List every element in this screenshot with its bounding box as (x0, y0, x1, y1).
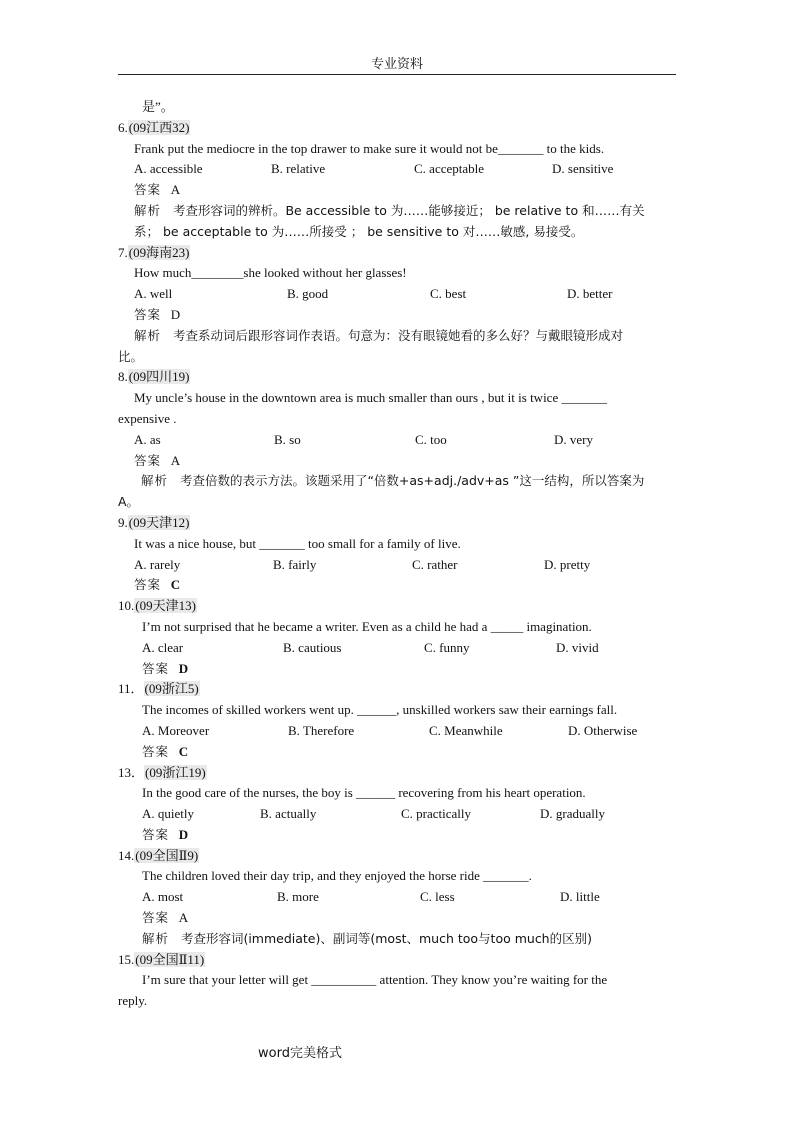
option-a: A. accessible (134, 161, 203, 177)
question-14-options (118, 887, 678, 908)
question-7-answer (118, 305, 678, 326)
question-11-options (118, 721, 678, 742)
question-8-analysis-cont: A。 (118, 494, 140, 510)
question-8-options (118, 430, 678, 451)
option-c: C. best (430, 286, 467, 302)
option-c: C. Meanwhile (429, 722, 503, 738)
question-8-stem: My uncle’s house in the downtown area is much smaller than ours , but it is twice _______ (134, 390, 607, 406)
analysis-text: 考查倍数的表示方法。该题采用了“倍数+as+adj./adv+as ”这一结构，所以答案为 (179, 473, 645, 489)
question-14-analysis (118, 929, 678, 950)
question-6-heading (118, 118, 678, 139)
question-source: (09四川19) (128, 369, 190, 385)
option-b: B. relative (271, 161, 326, 177)
question-number: 8. (118, 369, 128, 385)
answer-value: A (178, 910, 189, 926)
question-9-heading (118, 513, 678, 534)
option-d: D. Otherwise (568, 722, 638, 738)
option-d: D. better (567, 286, 613, 302)
analysis-label: 解析 (142, 930, 170, 946)
question-15-heading (118, 950, 678, 971)
option-d: D. pretty (544, 556, 591, 572)
answer-label: 答案 (142, 910, 170, 926)
analysis-text: 考查形容词(immediate)、副词等(most、much too与too much的区别) (180, 930, 592, 946)
option-a: A. as (134, 431, 161, 447)
answer-value: A (170, 452, 181, 468)
continuation-text: 是”。 (142, 99, 174, 114)
question-number: 15. (118, 951, 135, 967)
analysis-label: 解析 (134, 202, 162, 218)
question-7-analysis (118, 326, 678, 347)
analysis-text: 考查系动词后跟形容词作表语。句意为：没有眼镜她看的多么好？与戴眼镜形成对 (172, 327, 623, 343)
question-source: (09天津13) (135, 598, 196, 614)
option-d: D. sensitive (552, 161, 614, 177)
question-11-stem: The incomes of skilled workers went up. ______, unskilled workers saw their earnings fall. (142, 702, 618, 718)
analysis-label: 解析 (134, 327, 162, 343)
answer-value: C (178, 743, 189, 759)
answer-value: C (170, 577, 181, 593)
question-8-stem-cont: expensive . (118, 410, 177, 426)
option-a: A. rarely (134, 556, 181, 572)
option-d: D. little (560, 889, 600, 905)
header-rule (118, 74, 676, 75)
option-d: D. gradually (540, 806, 605, 822)
question-13-options (118, 804, 678, 825)
answer-label: 答案 (134, 452, 162, 468)
option-b: B. so (274, 431, 301, 447)
question-source: (09浙江19) (145, 764, 206, 780)
question-8-answer (118, 451, 678, 472)
option-c: C. funny (424, 639, 470, 655)
answer-value: D (178, 660, 189, 676)
question-7-options (118, 284, 678, 305)
question-source: (09天津12) (128, 514, 190, 530)
question-13-answer (118, 825, 678, 846)
question-10-stem: I’m not surprised that he became a writer. Even as a child he had a _____ imagination. (142, 618, 592, 634)
answer-value: D (178, 826, 189, 842)
question-7-analysis-cont: 比。 (118, 348, 144, 364)
question-15-stem: I’m sure that your letter will get __________ attention. They know you’re waiting for the (142, 972, 608, 988)
question-source: (09全国Ⅱ9) (135, 847, 199, 863)
analysis-text: 考查形容词的辨析。Be accessible to 为……能够接近； be relative to 和……有关 (172, 202, 645, 218)
option-c: C. acceptable (414, 161, 485, 177)
option-b: B. Therefore (288, 722, 355, 738)
question-7-heading (118, 243, 678, 264)
question-15-stem-cont: reply. (118, 993, 148, 1009)
answer-label: 答案 (134, 182, 162, 198)
option-c: C. less (420, 889, 455, 905)
question-13-stem: In the good care of the nurses, the boy is ______ recovering from his heart operation. (142, 785, 586, 801)
question-6-analysis-cont: 系； be acceptable to 为……所接受 ； be sensitive to 对……敏感, 易接受。 (134, 223, 584, 239)
question-14-answer (118, 908, 678, 929)
option-b: B. good (287, 286, 329, 302)
question-number: 13． (118, 764, 145, 780)
question-7-stem: How much________she looked without her glasses! (134, 265, 407, 281)
question-11-answer (118, 742, 678, 763)
question-6-stem: Frank put the mediocre in the top drawer to make sure it would not be_______ to the kids. (134, 140, 605, 156)
answer-label: 答案 (142, 743, 170, 759)
option-c: C. rather (412, 556, 458, 572)
question-8-analysis (118, 471, 678, 492)
question-source: (09海南23) (128, 244, 190, 260)
answer-label: 答案 (134, 306, 162, 322)
question-14-stem: The children loved their day trip, and they enjoyed the horse ride _______. (142, 868, 532, 884)
question-number: 11． (118, 681, 144, 697)
question-number: 9. (118, 514, 128, 530)
question-source: (09江西32) (128, 119, 190, 135)
question-9-stem: It was a nice house, but _______ too small for a family of live. (134, 535, 461, 551)
question-6-answer (118, 180, 678, 201)
question-10-answer (118, 659, 678, 680)
question-8-heading (118, 367, 678, 388)
question-11-heading (118, 679, 678, 700)
option-c: C. practically (401, 806, 472, 822)
question-number: 10. (118, 598, 135, 614)
answer-label: 答案 (142, 826, 170, 842)
question-number: 6. (118, 119, 128, 135)
option-d: D. very (554, 431, 593, 447)
option-a: A. Moreover (142, 722, 210, 738)
question-source: (09全国Ⅱ11) (135, 951, 205, 967)
question-number: 7. (118, 244, 128, 260)
text-line (118, 97, 678, 118)
question-14-heading (118, 846, 678, 867)
question-13-heading (118, 763, 678, 784)
question-9-answer (118, 575, 678, 596)
page-header: 专业资料 (370, 57, 423, 72)
question-9-options (118, 555, 678, 576)
option-b: B. fairly (273, 556, 317, 572)
document-body (118, 97, 678, 1012)
option-b: B. actually (260, 806, 317, 822)
option-a: A. most (142, 889, 184, 905)
option-a: A. quietly (142, 806, 194, 822)
option-b: B. more (277, 889, 319, 905)
answer-value: A (170, 182, 181, 198)
page-footer: word完美格式 (258, 1046, 342, 1061)
answer-label: 答案 (142, 660, 170, 676)
question-6-options (118, 159, 678, 180)
question-6-analysis (118, 201, 678, 222)
option-b: B. cautious (283, 639, 342, 655)
answer-label: 答案 (134, 577, 162, 593)
question-10-options (118, 638, 678, 659)
option-a: A. well (134, 286, 173, 302)
question-10-heading (118, 596, 678, 617)
option-c: C. too (415, 431, 447, 447)
option-d: D. vivid (556, 639, 599, 655)
question-source: (09浙江5) (144, 681, 199, 697)
answer-value: D (170, 306, 181, 322)
analysis-label: 解析 (141, 473, 169, 489)
question-number: 14. (118, 847, 135, 863)
option-a: A. clear (142, 639, 184, 655)
